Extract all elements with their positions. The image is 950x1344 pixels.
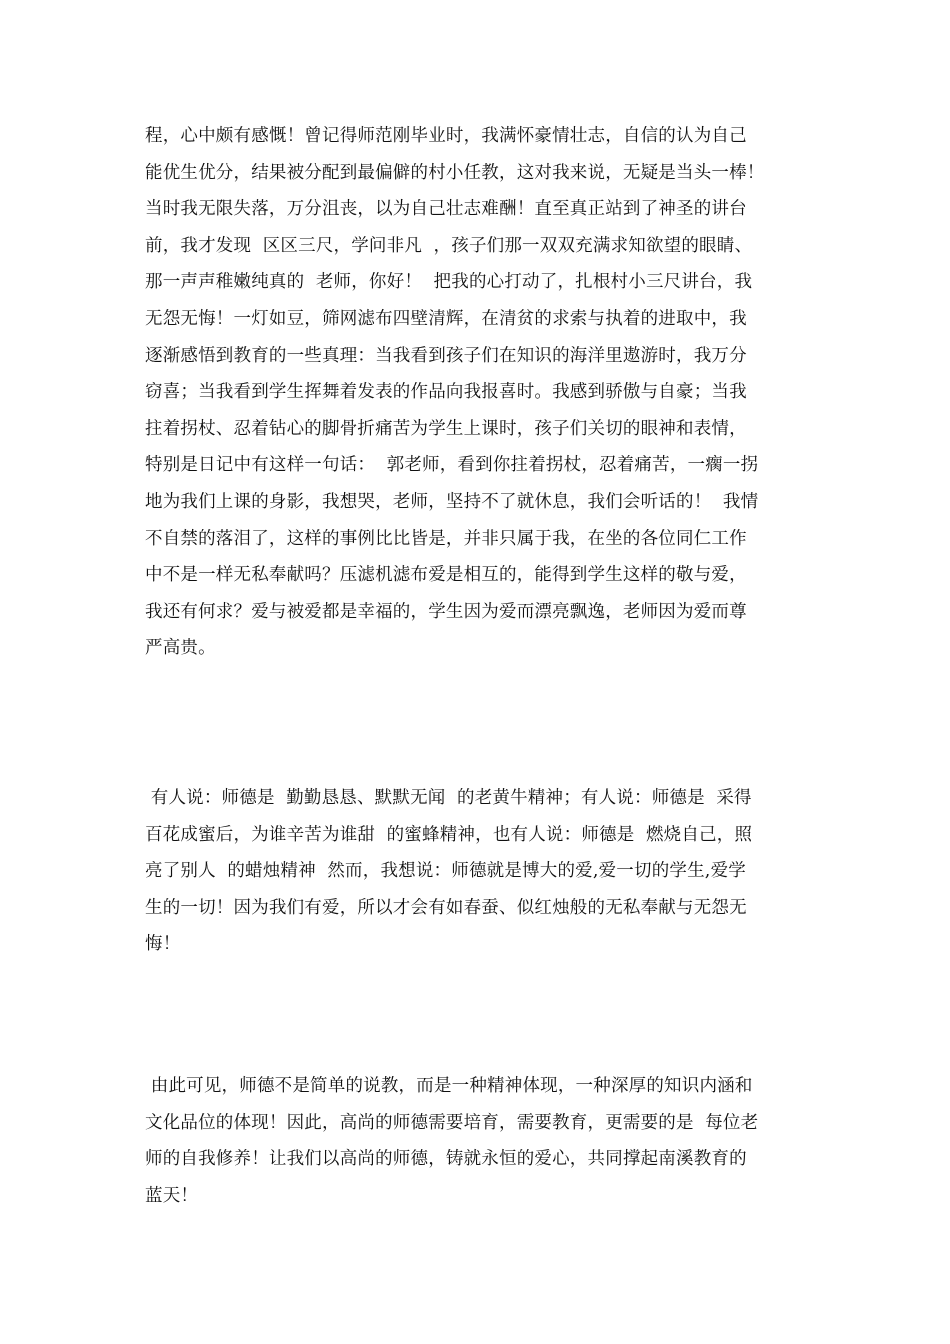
text-line: 百花成蜜后，为谁辛苦为谁甜 的蜜蜂精神，也有人说：师德是 燃烧自己，照 <box>145 824 753 845</box>
paragraph-teacher-ethics <box>145 780 815 963</box>
text-line: 由此可见，师德不是简单的说教，而是一种精神体现，一种深厚的知识内涵和 <box>145 1076 753 1096</box>
text-line: 地为我们上课的身影，我想哭，老师，坚持不了就休息，我们会听话的！ 我情 <box>145 491 759 512</box>
text-line: 中不是一样无私奉献吗？压滤机滤布爱是相互的，能得到学生这样的敬与爱， <box>145 565 747 586</box>
text-line: 严高贵。 <box>145 638 216 659</box>
text-line: 前，我才发现 区区三尺，学问非凡 ，孩子们那一双双充满求知欲望的眼睛、 <box>145 235 753 256</box>
text-line: 生的一切！因为我们有爱，所以才会有如春蚕、似红烛般的无私奉献与无怨无 <box>145 897 747 918</box>
text-line: 程，心中颇有感慨！曾记得师范刚毕业时，我满怀豪情壮志，自信的认为自己 <box>145 126 747 146</box>
text-line: 不自禁的落泪了，这样的事例比比皆是，并非只属于我，在坐的各位同仁工作 <box>145 528 747 549</box>
text-line: 窃喜；当我看到学生挥舞着发表的作品向我报喜时。我感到骄傲与自豪；当我 <box>145 382 747 403</box>
text-line: 师的自我修养！让我们以高尚的师德，铸就永恒的爱心，共同撑起南溪教育的 <box>145 1149 747 1170</box>
text-line: 我还有何求？爱与被爱都是幸福的，学生因为爱而漂亮飘逸，老师因为爱而尊 <box>145 601 747 622</box>
text-line: 亮了别人 的蜡烛精神 然而，我想说：师德就是博大的爱,爱一切的学生,爱学 <box>145 861 746 882</box>
paragraph-teacher-experience <box>145 118 815 667</box>
text-line: 当时我无限失落，万分沮丧，以为自己壮志难酬！直至真正站到了神圣的讲台 <box>145 199 747 220</box>
text-line: 文化品位的体现！因此，高尚的师德需要培育，需要教育，更需要的是 每位老 <box>145 1112 759 1133</box>
text-line: 蓝天！ <box>145 1185 199 1206</box>
text-line: 有人说：师德是 勤勤恳恳、默默无闻 的老黄牛精神；有人说：师德是 采得 <box>145 788 752 808</box>
text-line: 能优生优分，结果被分配到最偏僻的村小任教，这对我来说，无疑是当头一棒！ <box>145 162 765 183</box>
text-line: 那一声声稚嫩纯真的 老师，你好！ 把我的心打动了，扎根村小三尺讲台，我 <box>145 272 753 293</box>
text-line: 无怨无悔！一灯如豆，筛网滤布四壁清辉，在清贫的求索与执着的进取中，我 <box>145 308 747 329</box>
text-line: 悔！ <box>145 934 181 955</box>
text-line: 特别是日记中有这样一句话： 郭老师，看到你拄着拐杖，忍着痛苦，一瘸一拐 <box>145 455 759 476</box>
text-line: 逐渐感悟到教育的一些真理：当我看到孩子们在知识的海洋里遨游时，我万分 <box>145 345 747 366</box>
paragraph-conclusion <box>145 1068 815 1214</box>
text-line: 拄着拐杖、忍着钻心的脚骨折痛苦为学生上课时，孩子们关切的眼神和表情， <box>145 418 747 439</box>
